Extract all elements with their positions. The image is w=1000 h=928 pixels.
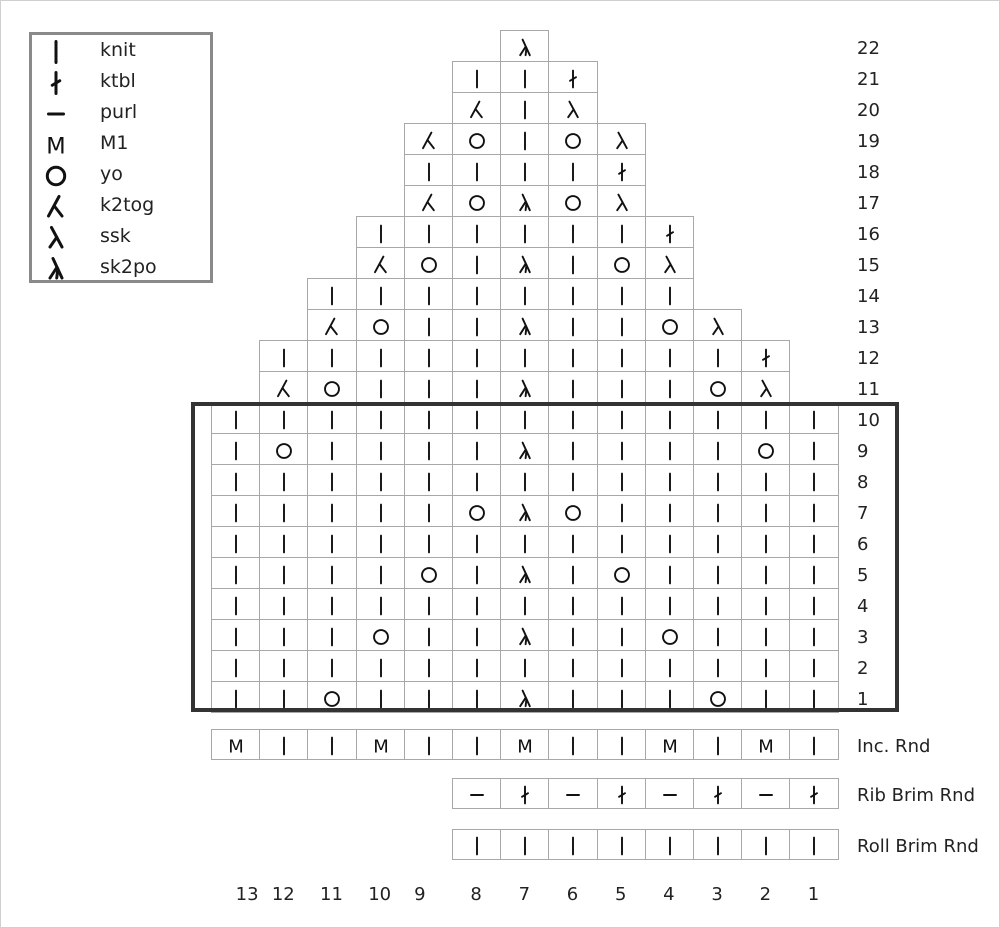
stitch-cell [548,309,597,341]
stitch-cell [307,371,356,403]
setup-row-label: Rib Brim Rnd [857,785,976,806]
stitch-cell [548,778,597,809]
stitch-cell [500,154,549,186]
stitch-cell [452,92,501,124]
stitch-cell [500,92,549,124]
stitch-cell [452,829,501,860]
stitch-cell [597,123,646,155]
stitch-cell [211,729,260,760]
row-number: 16 [857,223,880,245]
stitch-cell [597,829,646,860]
stitch-cell [259,340,308,372]
stitch-cell [789,729,838,760]
stitch-cell [452,216,501,248]
legend-label: sk2po [100,256,157,278]
column-number: 9 [414,884,426,905]
stitch-cell [307,729,356,760]
stitch-cell [356,216,405,248]
row-number: 5 [857,564,869,586]
stitch-cell [693,340,742,372]
column-number: 8 [470,884,482,905]
row-number: 20 [857,99,880,121]
stitch-cell [356,247,405,279]
row-number: 22 [857,37,880,59]
row-number: 14 [857,285,880,307]
stitch-cell [452,729,501,760]
column-number: 12 [271,884,295,905]
legend-label: k2tog [100,194,155,216]
stitch-cell [307,278,356,310]
column-number: 5 [614,884,627,905]
stitch-cell [597,216,646,248]
repeat-outline [191,402,899,712]
stitch-cell [500,30,549,62]
stitch-cell [404,340,453,372]
svg-text:M: M [758,736,775,758]
stitch-cell [548,371,597,403]
column-number: 2 [759,884,772,905]
stitch-cell [500,309,549,341]
stitch-cell [307,340,356,372]
stitch-cell [693,829,742,860]
column-number: 7 [518,884,531,905]
stitch-cell [645,778,694,809]
stitch-cell [597,778,646,809]
stitch-cell [693,371,742,403]
stitch-cell [500,123,549,155]
stitch-cell [500,247,549,279]
stitch-cell [548,216,597,248]
stitch-cell [452,371,501,403]
legend-label: ktbl [100,70,136,92]
stitch-cell [741,829,790,860]
stitch-cell [548,92,597,124]
stitch-cell [452,309,501,341]
stitch-cell [356,340,405,372]
stitch-cell [356,278,405,310]
stitch-cell [741,371,790,403]
row-number: 13 [857,316,880,338]
stitch-cell [741,778,790,809]
stitch-cell [500,371,549,403]
column-number: 1 [807,884,820,905]
stitch-cell [452,278,501,310]
stitch-cell [597,340,646,372]
row-number: 3 [857,626,869,648]
stitch-cell [597,309,646,341]
stitch-cell [500,278,549,310]
stitch-cell [452,61,501,93]
stitch-cell [645,829,694,860]
stitch-cell [452,340,501,372]
row-number: 4 [857,595,869,617]
row-number: 18 [857,161,880,183]
stitch-cell [404,216,453,248]
stitch-cell [741,340,790,372]
row-number: 11 [857,378,880,400]
column-number: 6 [566,884,579,905]
stitch-cell [645,729,694,760]
svg-text:M: M [46,133,66,160]
stitch-cell [356,309,405,341]
row-number: 1 [857,688,869,710]
stitch-cell [693,778,742,809]
stitch-cell [645,340,694,372]
stitch-cell [452,123,501,155]
stitch-cell [259,729,308,760]
stitch-cell [548,278,597,310]
stitch-cell [307,309,356,341]
row-number: 21 [857,68,880,90]
stitch-cell [356,729,405,760]
stitch-cell [548,61,597,93]
stitch-cell [645,278,694,310]
row-number: 10 [857,409,880,431]
stitch-cell [693,729,742,760]
stitch-cell [500,61,549,93]
legend-label: yo [100,163,123,185]
row-number: 17 [857,192,880,214]
stitch-cell [645,309,694,341]
setup-row-label: Roll Brim Rnd [857,836,979,857]
column-number: 10 [368,884,392,905]
stitch-cell [597,185,646,217]
stitch-cell [452,154,501,186]
column-number: 3 [711,884,723,905]
stitch-cell [259,371,308,403]
svg-text:M: M [228,736,244,758]
stitch-cell [404,123,453,155]
stitch-cell [597,278,646,310]
stitch-cell [597,729,646,760]
stitch-cell [693,309,742,341]
legend-label: purl [100,101,138,123]
svg-text:M: M [372,736,389,758]
stitch-cell [404,729,453,760]
row-number: 7 [857,502,869,524]
svg-text:M: M [517,736,534,758]
stitch-cell [356,371,405,403]
stitch-cell [500,216,549,248]
stitch-cell [597,154,646,186]
stitch-cell [452,778,501,809]
setup-row-label: Inc. Rnd [857,736,931,757]
legend-label: knit [100,39,136,61]
stitch-cell [452,247,501,279]
stitch-cell [500,829,549,860]
stitch-cell [645,247,694,279]
legend-label: M1 [100,132,129,154]
stitch-cell [548,247,597,279]
stitch-cell [789,778,838,809]
stitch-cell [741,729,790,760]
stitch-cell [548,340,597,372]
svg-text:M: M [662,736,678,758]
row-number: 8 [857,471,869,493]
column-number: 13 [235,884,259,905]
stitch-cell [789,829,838,860]
stitch-cell [597,247,646,279]
legend-label: ssk [100,225,131,247]
column-number: 4 [663,884,675,905]
stitch-cell [548,729,597,760]
stitch-cell [404,371,453,403]
stitch-cell [548,123,597,155]
row-number: 6 [857,533,869,555]
stitch-cell [452,185,501,217]
stitch-cell [645,216,694,248]
column-number: 11 [320,884,343,905]
stitch-cell [500,778,549,809]
stitch-cell [597,371,646,403]
stitch-cell [548,185,597,217]
stitch-cell [404,247,453,279]
row-number: 2 [857,657,869,679]
stitch-cell [548,154,597,186]
stitch-cell [500,340,549,372]
stitch-cell [404,154,453,186]
stitch-cell [404,309,453,341]
stitch-cell [404,278,453,310]
row-number: 19 [857,130,880,152]
stitch-cell [500,729,549,760]
stitch-cell [500,185,549,217]
row-number: 15 [857,254,880,276]
stitch-cell [404,185,453,217]
row-number: 9 [857,440,869,462]
row-number: 12 [857,347,880,369]
stitch-cell [548,829,597,860]
stitch-cell [645,371,694,403]
